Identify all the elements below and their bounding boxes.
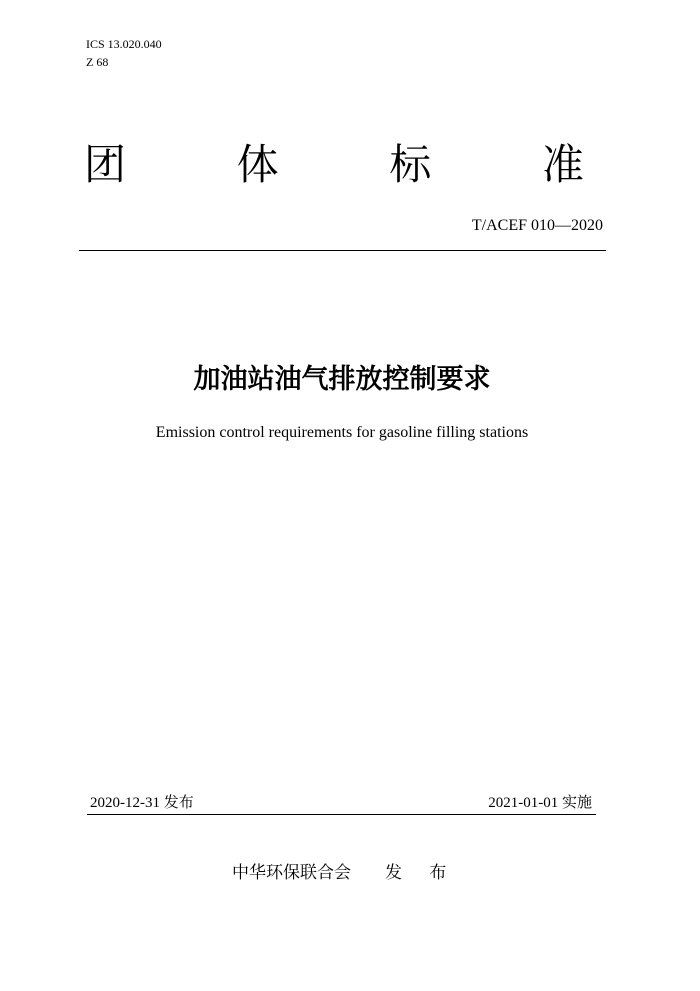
- top-divider: [79, 250, 606, 251]
- standard-type-char: 体: [236, 140, 279, 189]
- ics-code: ICS 13.020.040: [86, 37, 162, 51]
- standard-type-char: 准: [541, 140, 584, 189]
- implementation-date: 2021-01-01 实施: [488, 795, 592, 811]
- standard-type-heading: [84, 140, 584, 190]
- standard-type-char: 标: [389, 140, 432, 189]
- bottom-divider: [87, 814, 596, 815]
- publish-label: 发 布: [385, 863, 458, 883]
- classification-code: Z 68: [86, 55, 109, 69]
- publisher-name: 中华环保联合会: [232, 863, 351, 883]
- document-title-english: Emission control requirements for gasoline filling stations: [155, 424, 529, 441]
- standard-type-char: 团: [84, 140, 127, 189]
- issue-date: 2020-12-31 发布: [90, 795, 194, 811]
- standard-number: T/ACEF 010—2020: [471, 217, 603, 234]
- document-title-chinese: 加油站油气排放控制要求: [193, 364, 491, 395]
